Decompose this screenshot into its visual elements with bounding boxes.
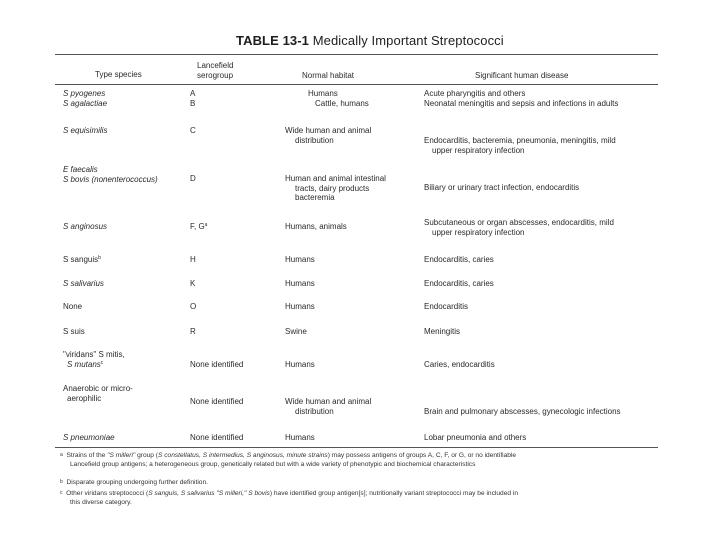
header-type-species: Type species	[95, 70, 142, 79]
species-cell	[63, 384, 133, 403]
habitat: bacteremia	[295, 193, 335, 202]
serogroup-cell	[190, 222, 207, 232]
footnote-marker: c	[60, 490, 63, 496]
habitat: Cattle, humans	[315, 98, 369, 108]
species-name: S suis	[63, 327, 85, 336]
header-disease: Significant human disease	[475, 71, 569, 80]
habitat: Humans	[308, 89, 338, 98]
footnote-marker: a	[60, 452, 63, 458]
species-name: S anginosus	[63, 222, 108, 231]
disease: Endocarditis, bacteremia, pneumonia, meningitis, mild	[424, 136, 616, 145]
species-name: "viridans" S mitis,	[63, 350, 125, 359]
footnote-text: S sanguis, S salivarius "S milleri," S bovis	[148, 490, 270, 497]
bottom-rule	[55, 447, 658, 448]
footnote-marker: c	[100, 359, 104, 366]
serogroup: C	[190, 126, 196, 135]
footnote-text: ) have identified group antigen[s]; nutritionally variant streptococci may be included in	[269, 490, 518, 497]
habitat-cell	[285, 126, 371, 145]
footnote-text: Disparate grouping undergoing further definition.	[66, 479, 208, 486]
species-name: E faecalis	[63, 165, 98, 174]
disease-cell	[424, 136, 616, 155]
disease: Endocarditis, caries	[424, 255, 494, 264]
species-name: Anaerobic or micro-	[63, 384, 133, 393]
disease: upper respiratory infection	[432, 145, 525, 155]
serogroup: H	[190, 255, 196, 264]
footnote-text: Lancefield group antigens; a heterogeneous group, genetically related but with a wide variety of phenotypic and biochemical characteristics	[70, 460, 476, 468]
disease: Brain and pulmonary abscesses, gynecologic infections	[424, 407, 621, 416]
serogroup: None identified	[190, 433, 244, 442]
habitat-cell	[285, 174, 386, 203]
habitat: Humans	[285, 255, 315, 264]
serogroup: O	[190, 302, 197, 311]
habitat: Swine	[285, 327, 307, 336]
footnote-marker: a	[204, 222, 208, 228]
serogroup: None identified	[190, 397, 244, 406]
table-row	[63, 89, 107, 108]
header-normal-habitat: Normal habitat	[302, 71, 355, 80]
habitat-cell	[285, 89, 369, 108]
footnote-marker: b	[98, 255, 101, 261]
header-lancefield-1: Lancefield	[197, 61, 234, 70]
table-title	[236, 33, 504, 48]
species-name: aerophilic	[67, 393, 102, 403]
disease-cell	[424, 218, 614, 237]
serogroup: F, G	[190, 222, 205, 231]
disease: Subcutaneous or organ abscesses, endocarditis, mild	[424, 218, 614, 227]
disease: Neonatal meningitis and sepsis and infections in adults	[424, 98, 619, 108]
species-name: S sanguis	[63, 255, 99, 264]
disease: Acute pharyngitis and others	[424, 89, 526, 98]
species-cell	[63, 165, 158, 184]
habitat-cell	[285, 397, 371, 416]
species-cell	[63, 255, 101, 265]
habitat: Human and animal intestinal	[285, 174, 386, 183]
disease: upper respiratory infection	[432, 227, 525, 237]
top-rule	[55, 54, 658, 55]
habitat: Humans	[285, 433, 315, 442]
disease: Endocarditis, caries	[424, 279, 494, 288]
footnote-text: ) may possess antigens of groups A, C, F, or G, or no identifiable	[327, 452, 517, 459]
species-name: S salivarius	[63, 279, 104, 288]
footnote-text: this diverse category.	[70, 498, 132, 506]
disease: Endocarditis	[424, 302, 469, 311]
disease: Biliary or urinary tract infection, endocarditis	[424, 183, 580, 192]
serogroup: B	[190, 98, 196, 108]
habitat: Wide human and animal	[285, 397, 372, 406]
footnote-c	[60, 490, 518, 507]
species-cell	[63, 350, 125, 369]
habitat: Humans	[285, 279, 315, 288]
species-name: S agalactiae	[63, 98, 108, 108]
species-name: S mutans	[67, 359, 101, 369]
footnote-text: group (	[135, 452, 159, 459]
disease: Meningitis	[424, 327, 461, 336]
disease: Caries, endocarditis	[424, 360, 495, 369]
habitat: Humans	[285, 302, 315, 311]
footnote-text: S constellatus, S intermedius, S anginosus, minute strains	[158, 452, 328, 459]
table-title-text: Medically Important Streptococci	[312, 33, 504, 48]
header-rule	[55, 84, 658, 85]
habitat: Humans	[285, 360, 315, 369]
habitat: distribution	[295, 406, 334, 416]
footnote-a	[60, 452, 516, 469]
species-name: S pyogenes	[63, 89, 106, 98]
footnote-b	[60, 479, 208, 488]
habitat: Humans, animals	[285, 222, 347, 231]
disease: Lobar pneumonia and others	[424, 433, 527, 442]
habitat: distribution	[295, 135, 334, 145]
footnote-text: Other viridans streptococci (	[66, 490, 149, 497]
disease-cell	[424, 89, 618, 108]
serogroup: K	[190, 279, 196, 288]
table-number: TABLE 13-1	[236, 33, 309, 48]
serogroup: R	[190, 327, 196, 336]
serogroup: D	[190, 174, 196, 183]
species-name: S pneumoniae	[63, 433, 115, 442]
footnote-text: Strains of the	[66, 452, 108, 459]
header-lancefield-2: serogroup	[197, 71, 234, 80]
habitat: Wide human and animal	[285, 126, 372, 135]
habitat: tracts, dairy products	[295, 183, 370, 193]
footnote-marker: b	[60, 479, 63, 485]
footnote-text: "S milleri"	[107, 452, 136, 459]
serogroup-cell	[190, 89, 195, 108]
species-name: S bovis (nonenterococcus)	[63, 174, 158, 184]
serogroup: None identified	[190, 360, 244, 369]
species-name: S equisimilis	[63, 126, 108, 135]
species-name: None	[63, 302, 83, 311]
serogroup: A	[190, 89, 196, 98]
